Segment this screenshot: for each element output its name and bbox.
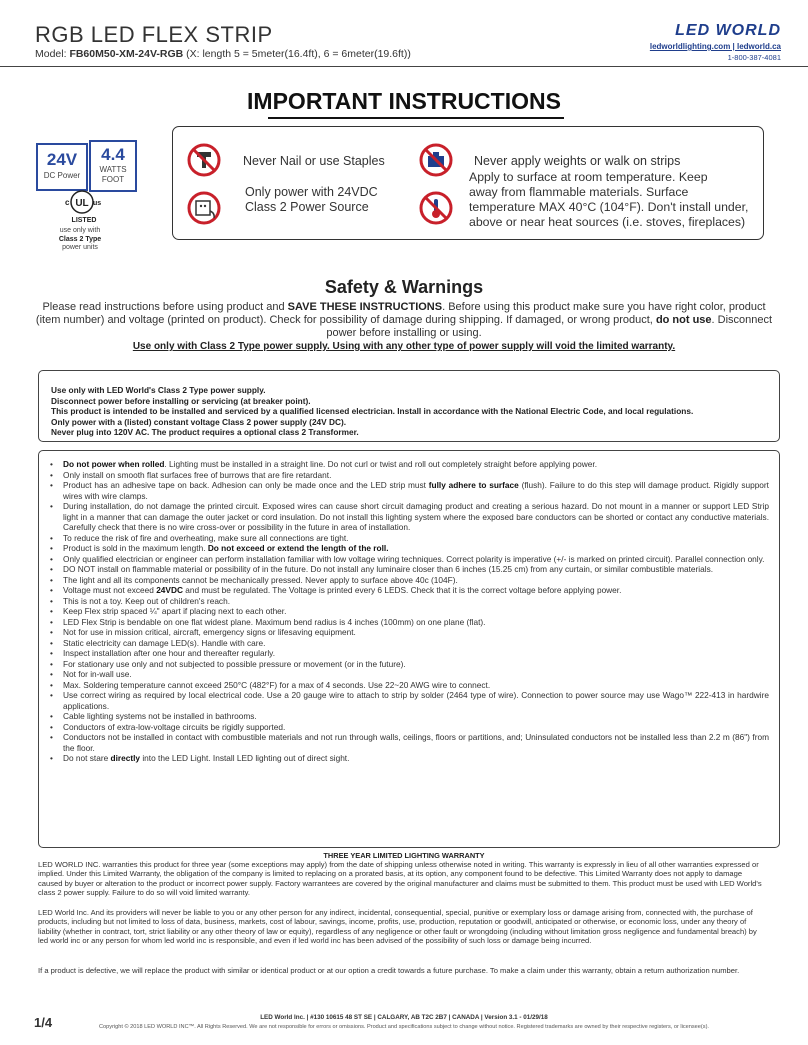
rule-item: • Not for in-wall use. [63,669,769,680]
logo-urls[interactable]: ledworldlighting.com | ledworld.ca [649,42,781,51]
copyright-notice: Copyright © 2018 LED WORLD INC™. All Rights Reserved. We are not responsible for errors or omissions. Product and specifications subject to change without notice. Registered trademarks are owned by their respective registers, or licensee(s). [99,1024,709,1030]
document-title: RGB LED FLEX STRIP [35,22,273,47]
phone-number: 1-800-387-4081 [727,53,781,62]
power-source-line2: Class 2 Power Source [245,200,369,214]
model-number: FB60M50-XM-24V-RGB [69,48,184,60]
power-source-text [245,185,378,215]
ul-us-label: us [93,200,102,207]
ul-c-label: c [65,198,70,207]
ul-note-line1: use only with [59,227,101,234]
header-divider [0,66,808,67]
installation-rules-list [39,451,779,764]
company-address: LED World Inc. | #130 10615 48 ST SE | CALGARY, AB T2C 2B7 | CANADA | Version 3.1 - 01/29/18 [260,1014,548,1021]
led-world-logo [650,22,781,62]
safety-heading: Safety & Warnings [324,277,484,297]
no-weight-text: Never apply weights or walk on strips [474,154,681,168]
rule-item: • Use correct wiring as required by local electrical code. Use a 20 gauge wire to attach to strip by solder (2464 type of wire). Connection to power source may use Wago™ 222-413 in hardwire applications. [63,690,769,711]
notice-line: This product is intended to be installed and serviced by a qualified licensed electrician. Install in accordance with the National Electric Code, and local regulations. [51,406,694,416]
rule-item: • Voltage must not exceed 24VDC and must be regulated. The Voltage is printed every 6 LEDS. Check that it is the correct voltage before applying power. [63,585,769,596]
svg-text:UL: UL [75,198,89,209]
important-instructions-heading: IMPORTANT INSTRUCTIONS [247,88,561,114]
page-number: 1/4 [34,1015,53,1030]
voltage-badge [36,143,88,191]
claim-paragraph: If a product is defective, we will replace the product with similar or identical product or at our option a credit towards a future purchase. To make a claim under this warranty, obtain a return authorization number. [38,966,740,975]
watts-value: 4.4 [101,145,125,164]
warranty-title: THREE YEAR LIMITED LIGHTING WARRANTY [323,851,485,860]
rule-item: • Static electricity can damage LED(s). Handle with care. [63,638,769,649]
class2-warning: Use only with Class 2 Type power supply. Using with any other type of power supply will void the limited warranty. [132,341,676,352]
installation-rules-box [38,450,780,848]
rule-item: • This is not a toy. Keep out of children's reach. [63,596,769,607]
heading-underline [268,117,564,119]
power-source-line1: Only power with 24VDC [245,185,378,199]
watts-label: WATTS [99,165,127,174]
rule-item: • Do not stare directly into the LED Light. Install LED lighting out of direct sight. [63,753,769,764]
ul-note-line2: Class 2 Type [58,235,102,243]
rule-item: • Inspect installation after one hour and thereafter regularly. [63,648,769,659]
notice-line: Only power with a (listed) constant voltage Class 2 power supply (24V DC). [51,416,347,427]
heat-warning-line4: above or near heat sources (i.e. stoves, fireplaces) [469,215,746,229]
model-line [35,48,411,60]
rule-item: • The light and all its components cannot be mechanically pressed. Never apply to surface above 40c (104F). [63,575,769,586]
heat-warning-text [469,170,761,230]
notice-line: Use only with LED World's Class 2 Type power supply. [51,385,266,395]
rule-item: • Product has an adhesive tape on back. Adhesion can only be made once and the LED strip must fully adhere to surface (flush). Failure to do this step will damage product. Rigidly support wires with wire clamps. [63,480,769,501]
rule-item: • Not for use in mission critical, aircraft, emergency signs or lifesaving equipment. [63,627,769,638]
rule-item: • Do not power when rolled. Lighting must be installed in a straight line. Do not curl or twist and roll out completely straight before applying power. [63,459,769,470]
rule-item: • To reduce the risk of fire and overheating, make sure all connections are tight. [63,533,769,544]
rule-item: • Keep Flex strip spaced ¼" apart if placing next to each other. [63,606,769,617]
rule-item: • During installation, do not damage the printed circuit. Exposed wires can cause short circuit damaging product and creating a serious hazard. Do not mount in a manner or support LED Strip light in a manner that can damage the outer jacket or cord insulation. Do not install this lighting system where the exposed bare conductors can be shorted or contact any conductive materials. Carefully check that there is no wire cross-over or possibility in the future in area of installation. [63,501,769,533]
no-weight-icon [419,143,453,177]
rule-item: • Conductors of extra-low-voltage circuits be rigidly supported. [63,722,769,733]
rule-item: • For stationary use only and not subjected to possible pressure or movement (or in the future). [63,659,769,670]
heat-warning-line1: Apply to surface at room temperature. Keep [469,170,708,184]
foot-label: FOOT [101,175,125,184]
power-source-icon [187,191,221,225]
notice-line: Never plug into 120V AC. The product requires a optional class 2 Transformer. [51,427,359,437]
icon-warnings-box [172,126,764,240]
voltage-label: DC Power [43,171,81,180]
rule-item: • Only qualified electrician or engineer can perform installation familiar with low voltage wiring techniques. Correct polarity is imperative (+/- is marked on printed circuit). Parallel connection only. [63,554,769,565]
rule-item: • LED Flex Strip is bendable on one flat widest plane. Maximum bend radius is 4 inches (100mm) on one plane (flat). [63,617,769,628]
no-nail-icon [187,143,221,177]
rule-item: • Conductors not be installed in contact with combustible materials and not run through walls, ceilings, floors or partitions, and; Uninsulated conductors not be installed less than 2.2 m (86") from the floor. [63,732,769,753]
ul-note-line3: power units [62,244,98,251]
ul-listed-icon [62,188,102,216]
notice-line: Disconnect power before installing or servicing (at breaker point). [51,395,311,406]
rule-item: • Max. Soldering temperature cannot exceed 250°C (482°F) for a max of 4 seconds. Use 22~20 AWG wire to connect. [63,680,769,691]
liability-paragraph: LED World Inc. And its providers will never be liable to you or any other person for any indirect, incidental, consequential, special, punitive or exemplary loss or damage arising from, connected with, the purchase of products, including but not limited to loss of data, business, markets, cost of labour, savings, income, profits, use, production, reputation or goodwill, anticipated or otherwise, or economic loss, under any theory of liability (whether in contract, tort, strict liability or any other theory of law or equity), regardless of any negligence or other fault or wrongdoing (including without limitation gross negligence and fundamental breach) by led world inc or any person for whom led world inc is responsible, and even if led world inc has been advised of the possibility of such loss or damage being incurred. [38,908,757,946]
voltage-value: 24V [46,150,78,169]
safety-intro: Please read instructions before using product and SAVE THESE INSTRUCTIONS. Before using this product make sure you have right color, product (item number) and voltage (printed on product). Check for possibility of damage during shipping. If damaged, or wrong product, do not use. Disconnect power before installing or using. [35,301,773,339]
notice-box [38,370,780,442]
rule-item: • Cable lighting systems not be installed in bathrooms. [63,711,769,722]
heat-warning-line3: temperature MAX 40°C (104°F). Don't install under, [469,200,749,214]
ul-listed-text: LISTED [71,217,97,224]
rule-item: • Product is sold in the maximum length. Do not exceed or extend the length of the roll. [63,543,769,554]
warranty-paragraph: LED WORLD INC. warranties this product for three year (some exceptions may apply) from the date of shipping unless otherwise noted in writing. This warranty is expressly in lieu of all other warranties expressed or implied. Under this Limited Warranty, the obligation of the company is limited to replacing on a prorated basis, at its option, any component found to be defective. This Limited Warranty does not apply to damage caused by buyer or alteration to the product or incorrect power supply. Factory warrantees are covered by the original manufacturer and claims must be submitted to them. This product must be used with LED World's class 2 power supply. Failure to do so will void limited warranty. [38,860,762,898]
rule-item: • Only install on smooth flat surfaces free of burrows that are fire retardant. [63,470,769,481]
wattage-badge [89,140,137,192]
rule-item: • DO NOT install on flammable material or possibility of in the future. Do not install any luminaire closer than 6 inches (15.25 cm) from any curtain, or similar combustible materials. [63,564,769,575]
logo-text: LED WORLD [675,22,781,39]
no-heat-icon [419,191,453,225]
model-label: Model: [35,48,67,60]
ul-note [45,227,115,253]
no-nail-text: Never Nail or use Staples [243,154,385,168]
model-note: (X: length 5 = 5meter(16.4ft), 6 = 6meter(19.6ft)) [186,48,411,60]
heat-warning-line2: away from flammable materials. Surface [469,185,689,199]
